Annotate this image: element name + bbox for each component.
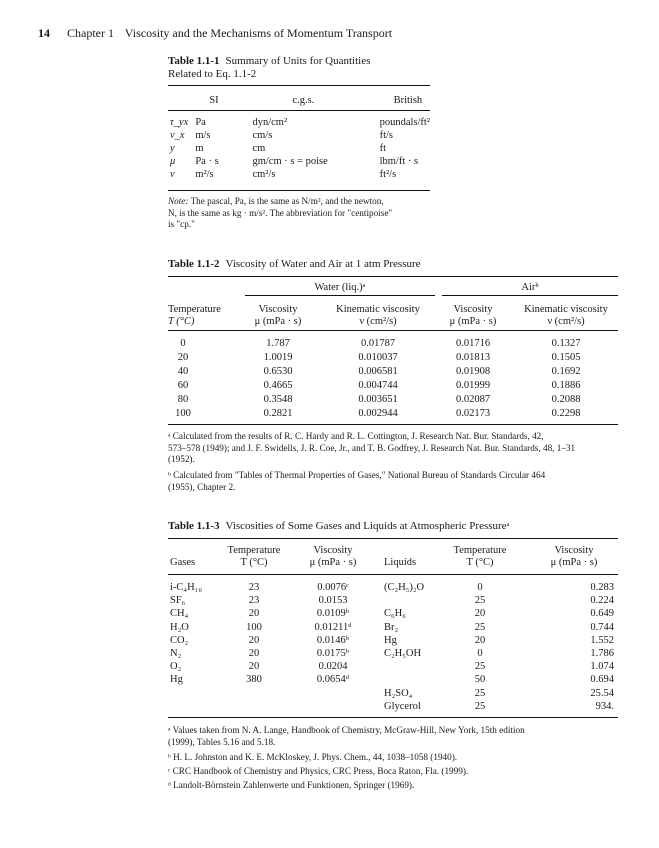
table2-bottom-rule: [168, 424, 618, 425]
table3-liquid-temp-cell: 25: [474, 661, 486, 673]
table2-air-underline: [442, 295, 618, 296]
table2-top-rule: [168, 276, 618, 277]
table1-units: [168, 94, 430, 181]
table2-water-visc-line2: μ (mPa · s): [254, 316, 302, 327]
table3-liquid-temp-cell: 0: [477, 582, 483, 593]
table3-gas-cell: N₂: [170, 648, 182, 659]
table3-liquid-cell: Glycerol: [384, 700, 421, 712]
table3-liquid-cell: Br₂: [384, 621, 399, 633]
table3-gas-cell: i-C₄H₁₀: [170, 582, 202, 593]
table1-caption-line2: Related to Eq. 1.1-2: [168, 68, 257, 80]
table1-british-value: ft²/s: [379, 169, 397, 180]
table3-liquid-temp-cell: 0: [477, 648, 483, 659]
table1-cgs-value: cm: [252, 143, 266, 154]
table3-col-temp-liq: [440, 545, 520, 569]
table2-air-visc-cell: 0.01813: [455, 352, 491, 363]
table3-liquid-visc-cell: 0.224: [590, 595, 614, 607]
table3-gas-cell: O₂: [170, 661, 182, 673]
table2-water-kin-cell: 0.002944: [358, 408, 398, 419]
table1-british-value: ft: [379, 143, 387, 154]
table1-note-label: Note:: [168, 196, 189, 206]
table1-bottom-rule: [168, 190, 430, 191]
table2-water-kin-cell: 0.003651: [358, 394, 398, 405]
table1-si-value: Pa: [195, 117, 206, 128]
table3-liquid-cell: C₆H₆: [384, 608, 406, 620]
table1-symbol: ν: [170, 169, 175, 180]
table2-air-kin-cell: 0.1692: [551, 366, 581, 377]
table-row: [168, 352, 618, 366]
table2-temp-cell: 0: [180, 338, 186, 349]
table3-liquid-visc-cell: 0.744: [590, 621, 614, 633]
table3-caption-text: Viscosities of Some Gases and Liquids at Atmospheric Pressureᵃ: [225, 520, 510, 532]
table-row: [168, 366, 618, 380]
table1-british-value: poundals/ft²: [379, 117, 430, 128]
table2-fn-a-line2: 573–578 (1949); and J. F. Swidells, J. R. Coe, Jr., and T. B. Godfrey, J. Research Nat. Bur. Standards, 48, 1–31: [168, 442, 576, 453]
table3-col-visc-liq: [530, 545, 618, 569]
table-row: [168, 622, 618, 635]
table3-liquid-temp-cell: 20: [474, 608, 486, 620]
table3-liquid-visc-cell: 0.694: [590, 674, 614, 686]
table2-fn-a-line3: (1952).: [168, 454, 195, 464]
table1-british-value: ft/s: [379, 130, 394, 141]
table3-caption-number: Table 1.1-3: [168, 520, 220, 532]
table3-gas-visc-cell: 0.01211ᵈ: [314, 621, 352, 633]
table3-caption: [168, 520, 510, 533]
table-row: [168, 648, 618, 661]
table1-note-line3: is "cp.": [168, 219, 195, 229]
table3-col-temp-gas: [214, 545, 294, 569]
table3-gas-cell: H₂O: [170, 621, 189, 633]
table2-water-visc-cell: 0.4665: [263, 380, 293, 391]
table1-caption-line1: Summary of Units for Quantities: [225, 55, 371, 67]
table1-si-value: m: [195, 143, 204, 154]
table2-footnote-a: [168, 431, 620, 466]
table3-top-rule: [168, 538, 618, 539]
table1-header-row: [168, 94, 430, 107]
table3-gas-visc-cell: 0.0175ᵇ: [316, 648, 350, 659]
table2-col-air-kin: [510, 304, 622, 328]
table-row: [168, 408, 618, 422]
table2-caption: [168, 258, 421, 271]
table3-gas-visc-cell: 0.0146ᵇ: [316, 634, 350, 646]
table3-gas-temp-cell: 23: [248, 595, 260, 607]
table1-cgs-value: cm²/s: [252, 169, 276, 180]
table3-col-liquids: Liquids: [384, 557, 417, 568]
table-row: [168, 608, 618, 621]
table2-air-kin-line1: Kinematic viscosity: [524, 304, 608, 315]
table2-footnote-b: [168, 470, 620, 493]
table3-col-visc-gas: [296, 545, 370, 569]
table2-air-kin-line2: ν (cm²/s): [547, 316, 585, 327]
table3-liquid-visc-cell: 934.: [595, 700, 614, 712]
table3-liquid-temp-cell: 50: [474, 674, 486, 686]
table2-water-visc-line1: Viscosity: [258, 304, 298, 315]
table3-gas-visc-cell: 0.0654ᵈ: [316, 674, 350, 686]
table3-gas-visc-cell: 0.0109ᵇ: [316, 608, 350, 620]
table1-cgs-value: dyn/cm²: [252, 117, 288, 128]
table2-air-kin-cell: 0.1886: [551, 380, 581, 391]
table1-header-si: SI: [209, 95, 219, 106]
table3-liquid-temp-cell: 25: [474, 621, 486, 633]
table1-note: [168, 196, 438, 231]
table1-symbol: v_x: [170, 130, 185, 141]
table2-fn-a-line1: ᵃ Calculated from the results of R. C. Hardy and R. L. Cottington, J. Research Nat. Bur. Standards, 42,: [168, 431, 544, 441]
table2-caption-number: Table 1.1-2: [168, 258, 220, 270]
table3-bottom-rule: [168, 717, 618, 718]
table3-liquid-visc-cell: 1.074: [590, 661, 614, 673]
table3-gas-visc-cell: 0.0076ᶜ: [317, 582, 349, 593]
table-row: [168, 380, 618, 394]
table2-temp-cell: 80: [177, 394, 189, 405]
table3-gas-visc-cell: 0.0153: [318, 595, 348, 607]
table3-gas-cell: CO₂: [170, 634, 189, 646]
table3-visc-liq-line1: Viscosity: [554, 545, 594, 556]
table2-col-water-kin: [320, 304, 436, 328]
table3-col-gases: Gases: [170, 557, 196, 568]
table1-cgs-value: cm/s: [252, 130, 273, 141]
table3-gas-temp-cell: 20: [248, 608, 260, 620]
table3-gas-temp-cell: 20: [248, 634, 260, 646]
table-row: [168, 338, 618, 352]
table2-col-temp-line1: Temperature: [168, 304, 221, 315]
table2-air-kin-cell: 0.2298: [551, 408, 581, 419]
table3-gas-temp-cell: 100: [246, 621, 262, 633]
table2-water-kin-line2: ν (cm²/s): [359, 316, 397, 327]
table3-fn-a-line1: ᵃ Values taken from N. A. Lange, Handbook of Chemistry, McGraw-Hill, New York, 15th edition: [168, 725, 525, 735]
table1-header-british: British: [393, 95, 423, 106]
table-row: [168, 142, 430, 155]
table3-liquid-temp-cell: 20: [474, 634, 486, 646]
table2-header-rule: [168, 330, 618, 331]
table2-air-visc-line2: μ (mPa · s): [449, 316, 497, 327]
table2-col-temp-line2: T (°C): [168, 316, 195, 327]
table-row: [168, 168, 430, 181]
table3-liquid-visc-cell: 1.552: [590, 634, 614, 646]
table3-liquid-visc-cell: 25.54: [590, 687, 614, 699]
table1-note-line1: The pascal, Pa, is the same as N/m², and the newton,: [190, 196, 384, 206]
page-number: 14: [38, 26, 50, 40]
table2-water-kin-line1: Kinematic viscosity: [336, 304, 420, 315]
table2-col-water-visc: [245, 304, 311, 328]
table3-header-rule: [168, 574, 618, 575]
table3-gas-visc-cell: 0.0204: [318, 661, 348, 673]
table2-air-visc-cell: 0.02173: [455, 408, 491, 419]
table3-liquid-cell: (C₂H₅)₂O: [384, 582, 425, 593]
table3-visc-gas-line2: μ (mPa · s): [309, 557, 357, 568]
table2-caption-text: Viscosity of Water and Air at 1 atm Pressure: [225, 258, 421, 270]
table2-water-kin-cell: 0.004744: [358, 380, 398, 391]
table1-symbol: y: [170, 143, 175, 154]
table-row: [168, 129, 430, 142]
table2-water-kin-cell: 0.01787: [360, 338, 396, 349]
table-row: [168, 582, 618, 595]
table3-fn-a-line2: (1999), Tables 5.16 and 5.18.: [168, 736, 276, 747]
table1-si-value: m/s: [195, 130, 211, 141]
table-row: [168, 116, 430, 129]
table2-air-visc-cell: 0.01716: [455, 338, 491, 349]
table3-gas-cell: SF₆: [170, 595, 186, 607]
table3-gas-temp-cell: 23: [248, 582, 260, 593]
table2-air-visc-cell: 0.01999: [455, 380, 491, 391]
table-row: [168, 688, 618, 701]
table2-air-visc-cell: 0.01908: [455, 366, 491, 377]
table1-si-value: m²/s: [195, 169, 214, 180]
table2-water-visc-cell: 0.2821: [263, 408, 293, 419]
table1-british-value: lbm/ft · s: [379, 156, 419, 167]
table3-visc-gas-line1: Viscosity: [313, 545, 353, 556]
table2-water-kin-cell: 0.010037: [358, 352, 398, 363]
table2-group-air: Airᵇ: [521, 282, 539, 293]
table2-fn-b-line1: ᵇ Calculated from "Tables of Thermal Properties of Gases," National Bureau of Standards Circular 464: [168, 470, 546, 480]
table2-water-kin-cell: 0.006581: [358, 366, 398, 377]
table3-footnote-c: ᶜ CRC Handbook of Chemistry and Physics, CRC Press, Boca Raton, Fla. (1999).: [168, 766, 469, 776]
table3-temp-gas-line1: Temperature: [227, 545, 281, 556]
table3-gas-temp-cell: 380: [246, 674, 262, 686]
table3-liquid-visc-cell: 1.786: [590, 648, 614, 659]
table-row: [168, 394, 618, 408]
table2-water-visc-cell: 0.6530: [263, 366, 293, 377]
chapter-title: Viscosity and the Mechanisms of Momentum Transport: [124, 26, 393, 40]
table1-caption-number: Table 1.1-1: [168, 55, 220, 67]
table-row: [168, 595, 618, 608]
table3-liquid-visc-cell: 0.649: [590, 608, 614, 620]
table3-temp-gas-line2: T (°C): [240, 557, 268, 568]
table2-air-kin-cell: 0.2088: [551, 394, 581, 405]
table3-footnote-d: ᵈ Landolt-Börnstein Zahlenwerte und Funktionen, Springer (1969).: [168, 780, 415, 790]
table1-symbol: τ_yx: [170, 117, 189, 128]
table2-group-water: Water (liq.)ᵃ: [314, 282, 366, 293]
table2-water-visc-cell: 1.0019: [263, 352, 293, 363]
table1-header-cgs: c.g.s.: [292, 95, 315, 106]
table3-liquid-temp-cell: 25: [474, 700, 486, 712]
table2-water-visc-cell: 1.787: [266, 338, 290, 349]
table1-cgs-value: gm/cm · s = poise: [252, 156, 328, 167]
table-row: [168, 674, 618, 687]
table3-footnote-a: [168, 725, 620, 748]
table1-si-value: Pa · s: [195, 156, 219, 167]
table2-temp-cell: 20: [177, 352, 189, 363]
table2-water-underline: [245, 295, 435, 296]
table2-fn-b-line2: (1955), Chapter 2.: [168, 481, 236, 492]
table2-water-visc-cell: 0.3548: [263, 394, 293, 405]
table-row: [168, 635, 618, 648]
table1-caption: [168, 55, 370, 81]
table3-temp-liq-line2: T (°C): [466, 557, 494, 568]
table2-temp-cell: 40: [177, 366, 189, 377]
table2-air-kin-cell: 0.1327: [551, 338, 581, 349]
table3-liquid-cell: Hg: [384, 634, 397, 646]
table2-temp-cell: 60: [177, 380, 189, 391]
chapter-label: Chapter 1: [67, 26, 114, 40]
table1-top-rule: [168, 85, 430, 86]
table1-note-line2: N, is the same as kg · m/s². The abbreviation for "centipoise": [168, 207, 393, 218]
table2-col-air-visc: [440, 304, 506, 328]
table2-temp-cell: 100: [175, 408, 191, 419]
table3-temp-liq-line1: Temperature: [453, 545, 507, 556]
table3-gas-temp-cell: 20: [248, 648, 260, 659]
table1-symbol: μ: [170, 156, 176, 167]
table2-air-kin-cell: 0.1505: [551, 352, 581, 363]
table2-air-visc-line1: Viscosity: [453, 304, 493, 315]
table2-air-visc-cell: 0.02087: [455, 394, 491, 405]
table-row: [168, 701, 618, 714]
table3-gas-temp-cell: 20: [248, 661, 260, 673]
running-header: [38, 26, 392, 41]
table3-liquid-cell: H₂SO₄: [384, 687, 413, 699]
table3-liquid-cell: C₂H₅OH: [384, 648, 422, 659]
table3-visc-liq-line2: μ (mPa · s): [550, 557, 598, 568]
table3-liquid-visc-cell: 0.283: [590, 582, 614, 593]
table3-gas-cell: CH₄: [170, 608, 189, 620]
table-row: [168, 155, 430, 168]
table-row: [168, 661, 618, 674]
table3-gas-cell: Hg: [170, 674, 183, 686]
table3-footnote-b: ᵇ H. L. Johnston and K. E. McKloskey, J. Phys. Chem., 44, 1038–1058 (1940).: [168, 752, 458, 762]
table2-col-temp: [168, 304, 221, 328]
table3-liquid-temp-cell: 25: [474, 687, 486, 699]
table3-liquid-temp-cell: 25: [474, 595, 486, 607]
